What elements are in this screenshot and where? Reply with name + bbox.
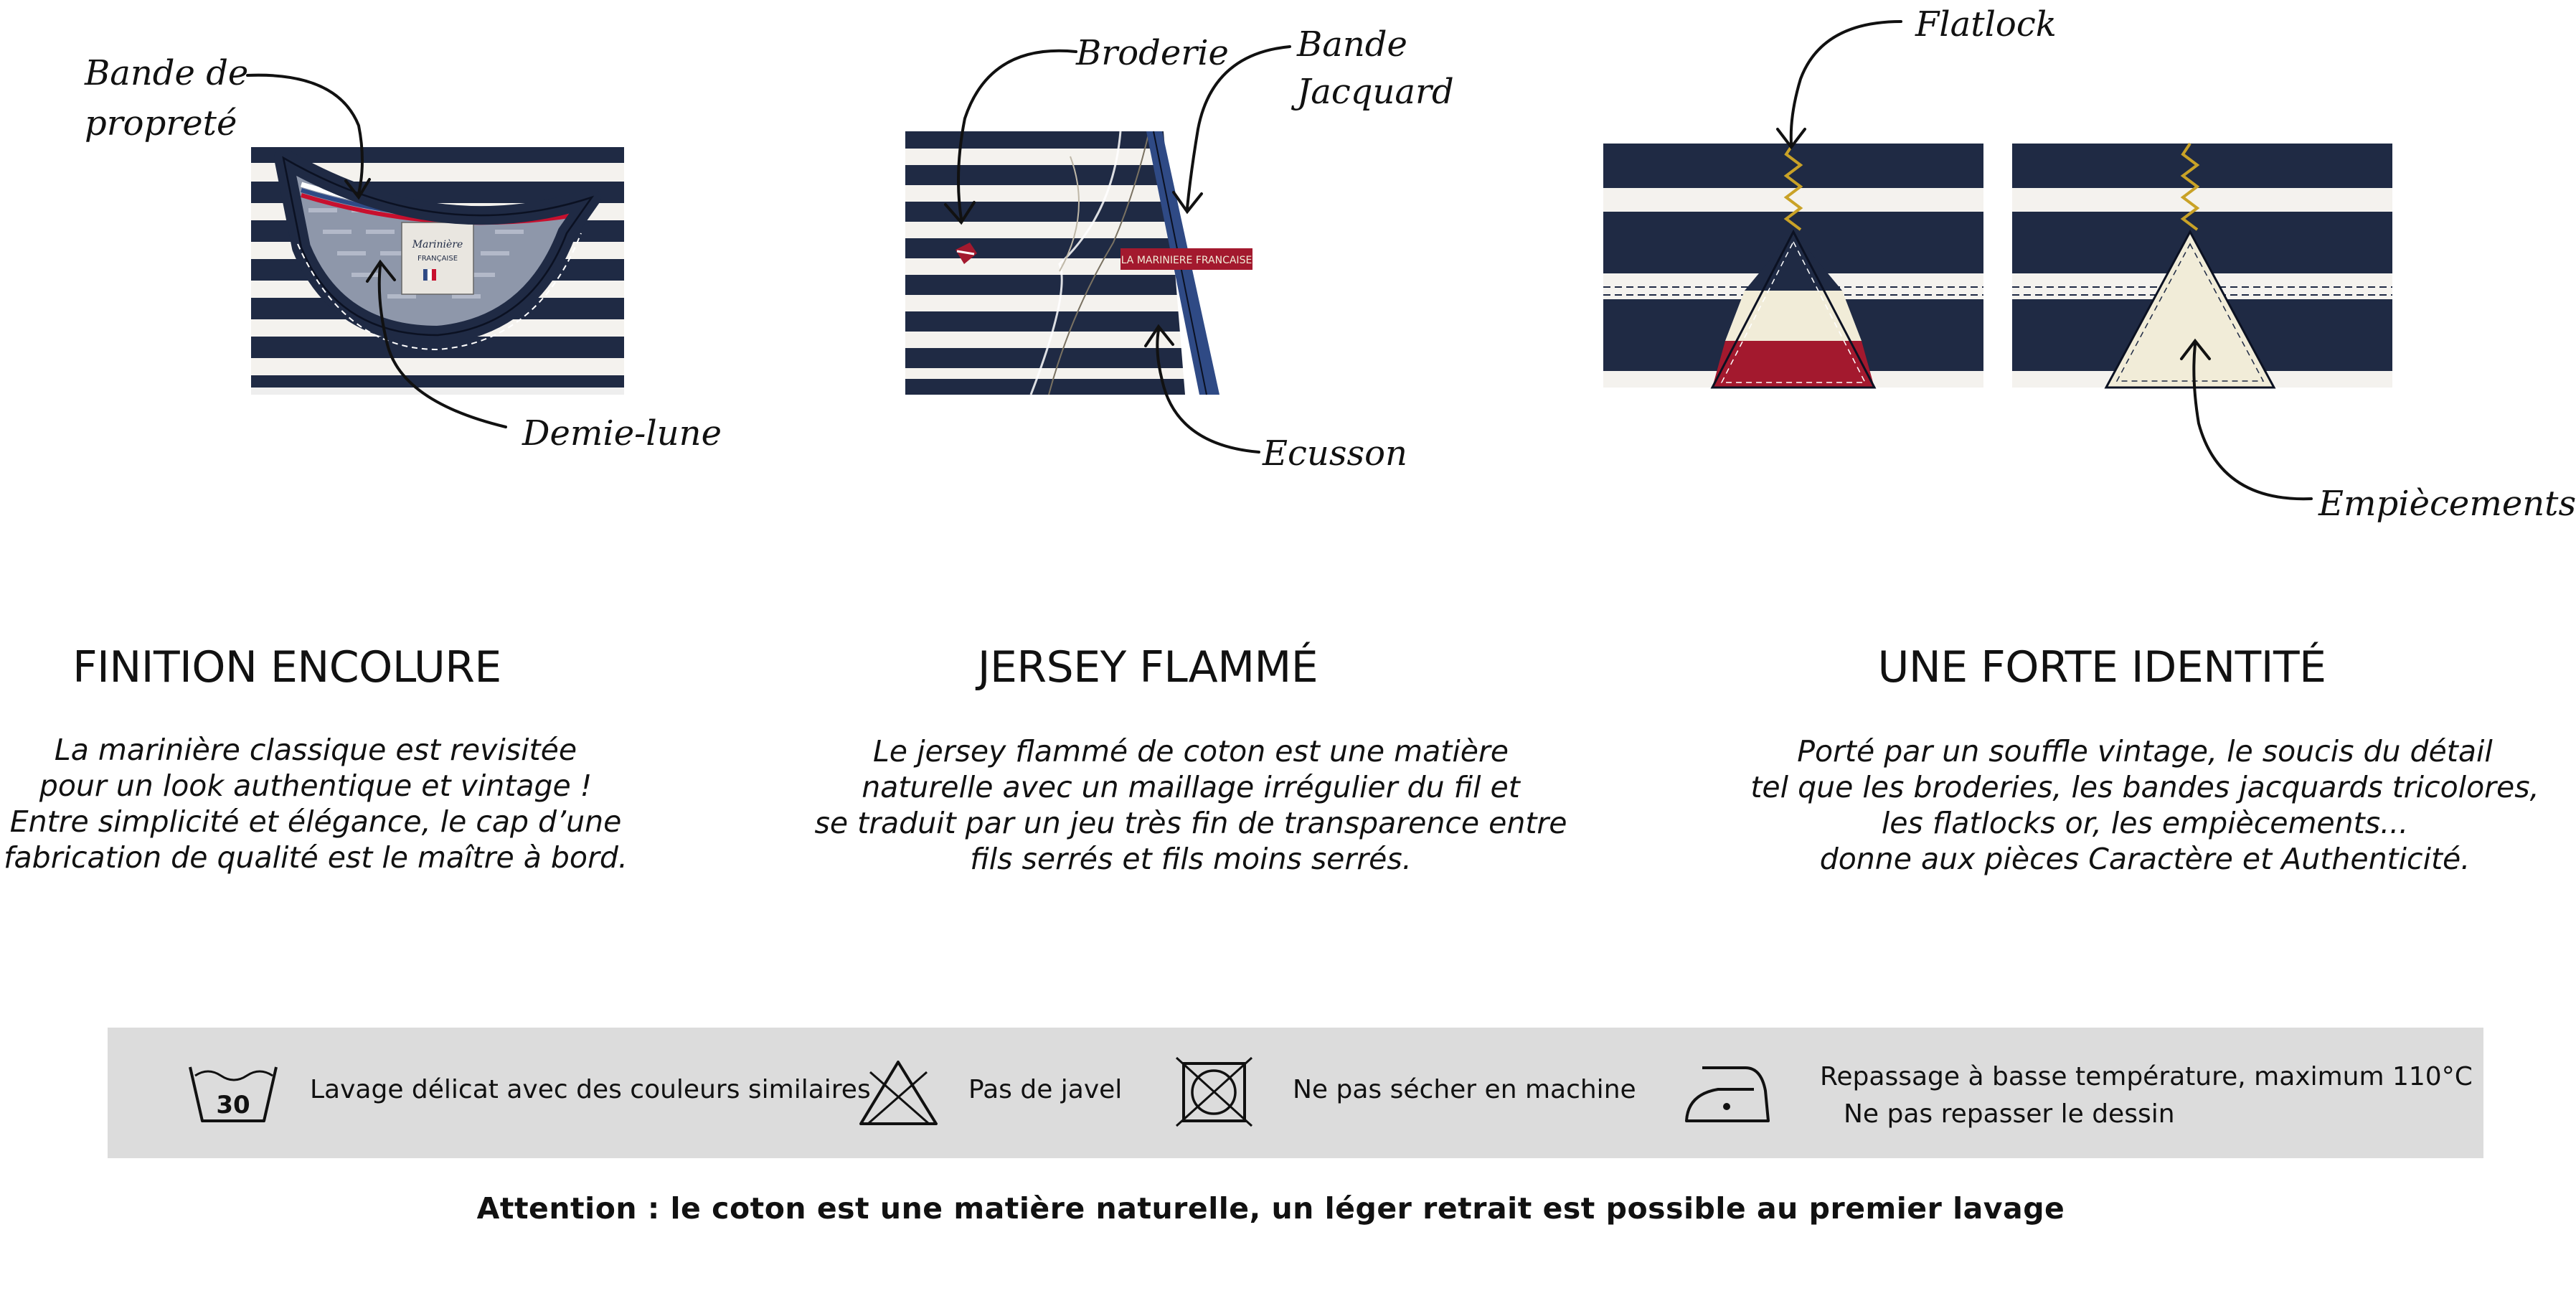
ecusson-badge-label: LA MARINIERE FRANCAISE — [1120, 255, 1252, 266]
description-line: Porté par un souffle vintage, le soucis du détail — [1797, 734, 2493, 769]
section-title-forte-identite: UNE FORTE IDENTITÉ — [1877, 642, 2326, 692]
section-description-jersey-flamme — [796, 733, 1585, 877]
section-title-jersey-flamme: JERSEY FLAMMÉ — [977, 642, 1318, 692]
callout-bande-de-proprete-line-1: Bande de — [85, 53, 249, 93]
description-line: naturelle avec un maillage irrégulier du fil et — [862, 770, 1520, 804]
wash-label: Lavage délicat avec des couleurs similaires — [310, 1075, 871, 1104]
collar-tag-line-2: FRANÇAISE — [417, 255, 458, 263]
callout-bande-jacquard — [1297, 20, 1454, 117]
description-line: se traduit par un jeu très fin de transparence entre — [814, 806, 1567, 840]
callout-bande-de-proprete-line-2: propreté — [85, 103, 237, 144]
callout-ecusson: Ecusson — [1263, 433, 1407, 474]
wash-30-icon — [187, 1060, 280, 1124]
description-line: fabrication de qualité est le maître à bord. — [4, 840, 628, 875]
callout-flatlock: Flatlock — [1915, 4, 2057, 44]
callout-broderie: Broderie — [1076, 33, 1229, 73]
bleach-label: Pas de javel — [968, 1075, 1123, 1104]
callout-bande-jacquard-line-1: Bande — [1297, 24, 1407, 65]
collar-tag-line-1: Marinière — [412, 239, 463, 250]
callout-empiecements: Empiècements — [2318, 484, 2576, 524]
description-line: donne aux pièces Caractère et Authenticité. — [1819, 842, 2471, 876]
section-title-finition-encolure: FINITION ENCOLURE — [72, 642, 501, 692]
description-line: Le jersey flammé de coton est une matière — [872, 734, 1509, 769]
iron-low-icon — [1682, 1062, 1772, 1127]
section-description-forte-identite — [1750, 733, 2539, 877]
care-instructions-band — [108, 1028, 2483, 1158]
attention-note: Attention : le coton est une matière naturelle, un léger retrait est possible au premier lavage — [476, 1191, 2065, 1226]
description-line: tel que les broderies, les bandes jacquards tricolores, — [1750, 770, 2539, 804]
description-line: La marinière classique est revisitée — [54, 733, 577, 767]
description-line: les flatlocks or, les empiècements... — [1881, 806, 2409, 840]
callout-demie-lune: Demie-lune — [522, 413, 722, 454]
iron-label-2: Ne pas repasser le dessin — [1844, 1099, 2175, 1129]
callout-bande-de-proprete — [85, 49, 248, 149]
dry-label: Ne pas sécher en machine — [1293, 1075, 1636, 1104]
description-line: Entre simplicité et élégance, le cap d’une — [9, 804, 622, 839]
description-line: fils serrés et fils moins serrés. — [970, 842, 1412, 876]
section-description-finition-encolure — [0, 732, 631, 875]
wash-temperature: 30 — [216, 1091, 250, 1119]
callout-bande-jacquard-line-2: Jacquard — [1297, 71, 1454, 112]
iron-label-1: Repassage à basse température, maximum 110°C — [1820, 1062, 2473, 1091]
no-tumble-dry-icon — [1176, 1058, 1252, 1126]
no-bleach-icon — [857, 1058, 940, 1128]
description-line: pour un look authentique et vintage ! — [39, 769, 593, 803]
